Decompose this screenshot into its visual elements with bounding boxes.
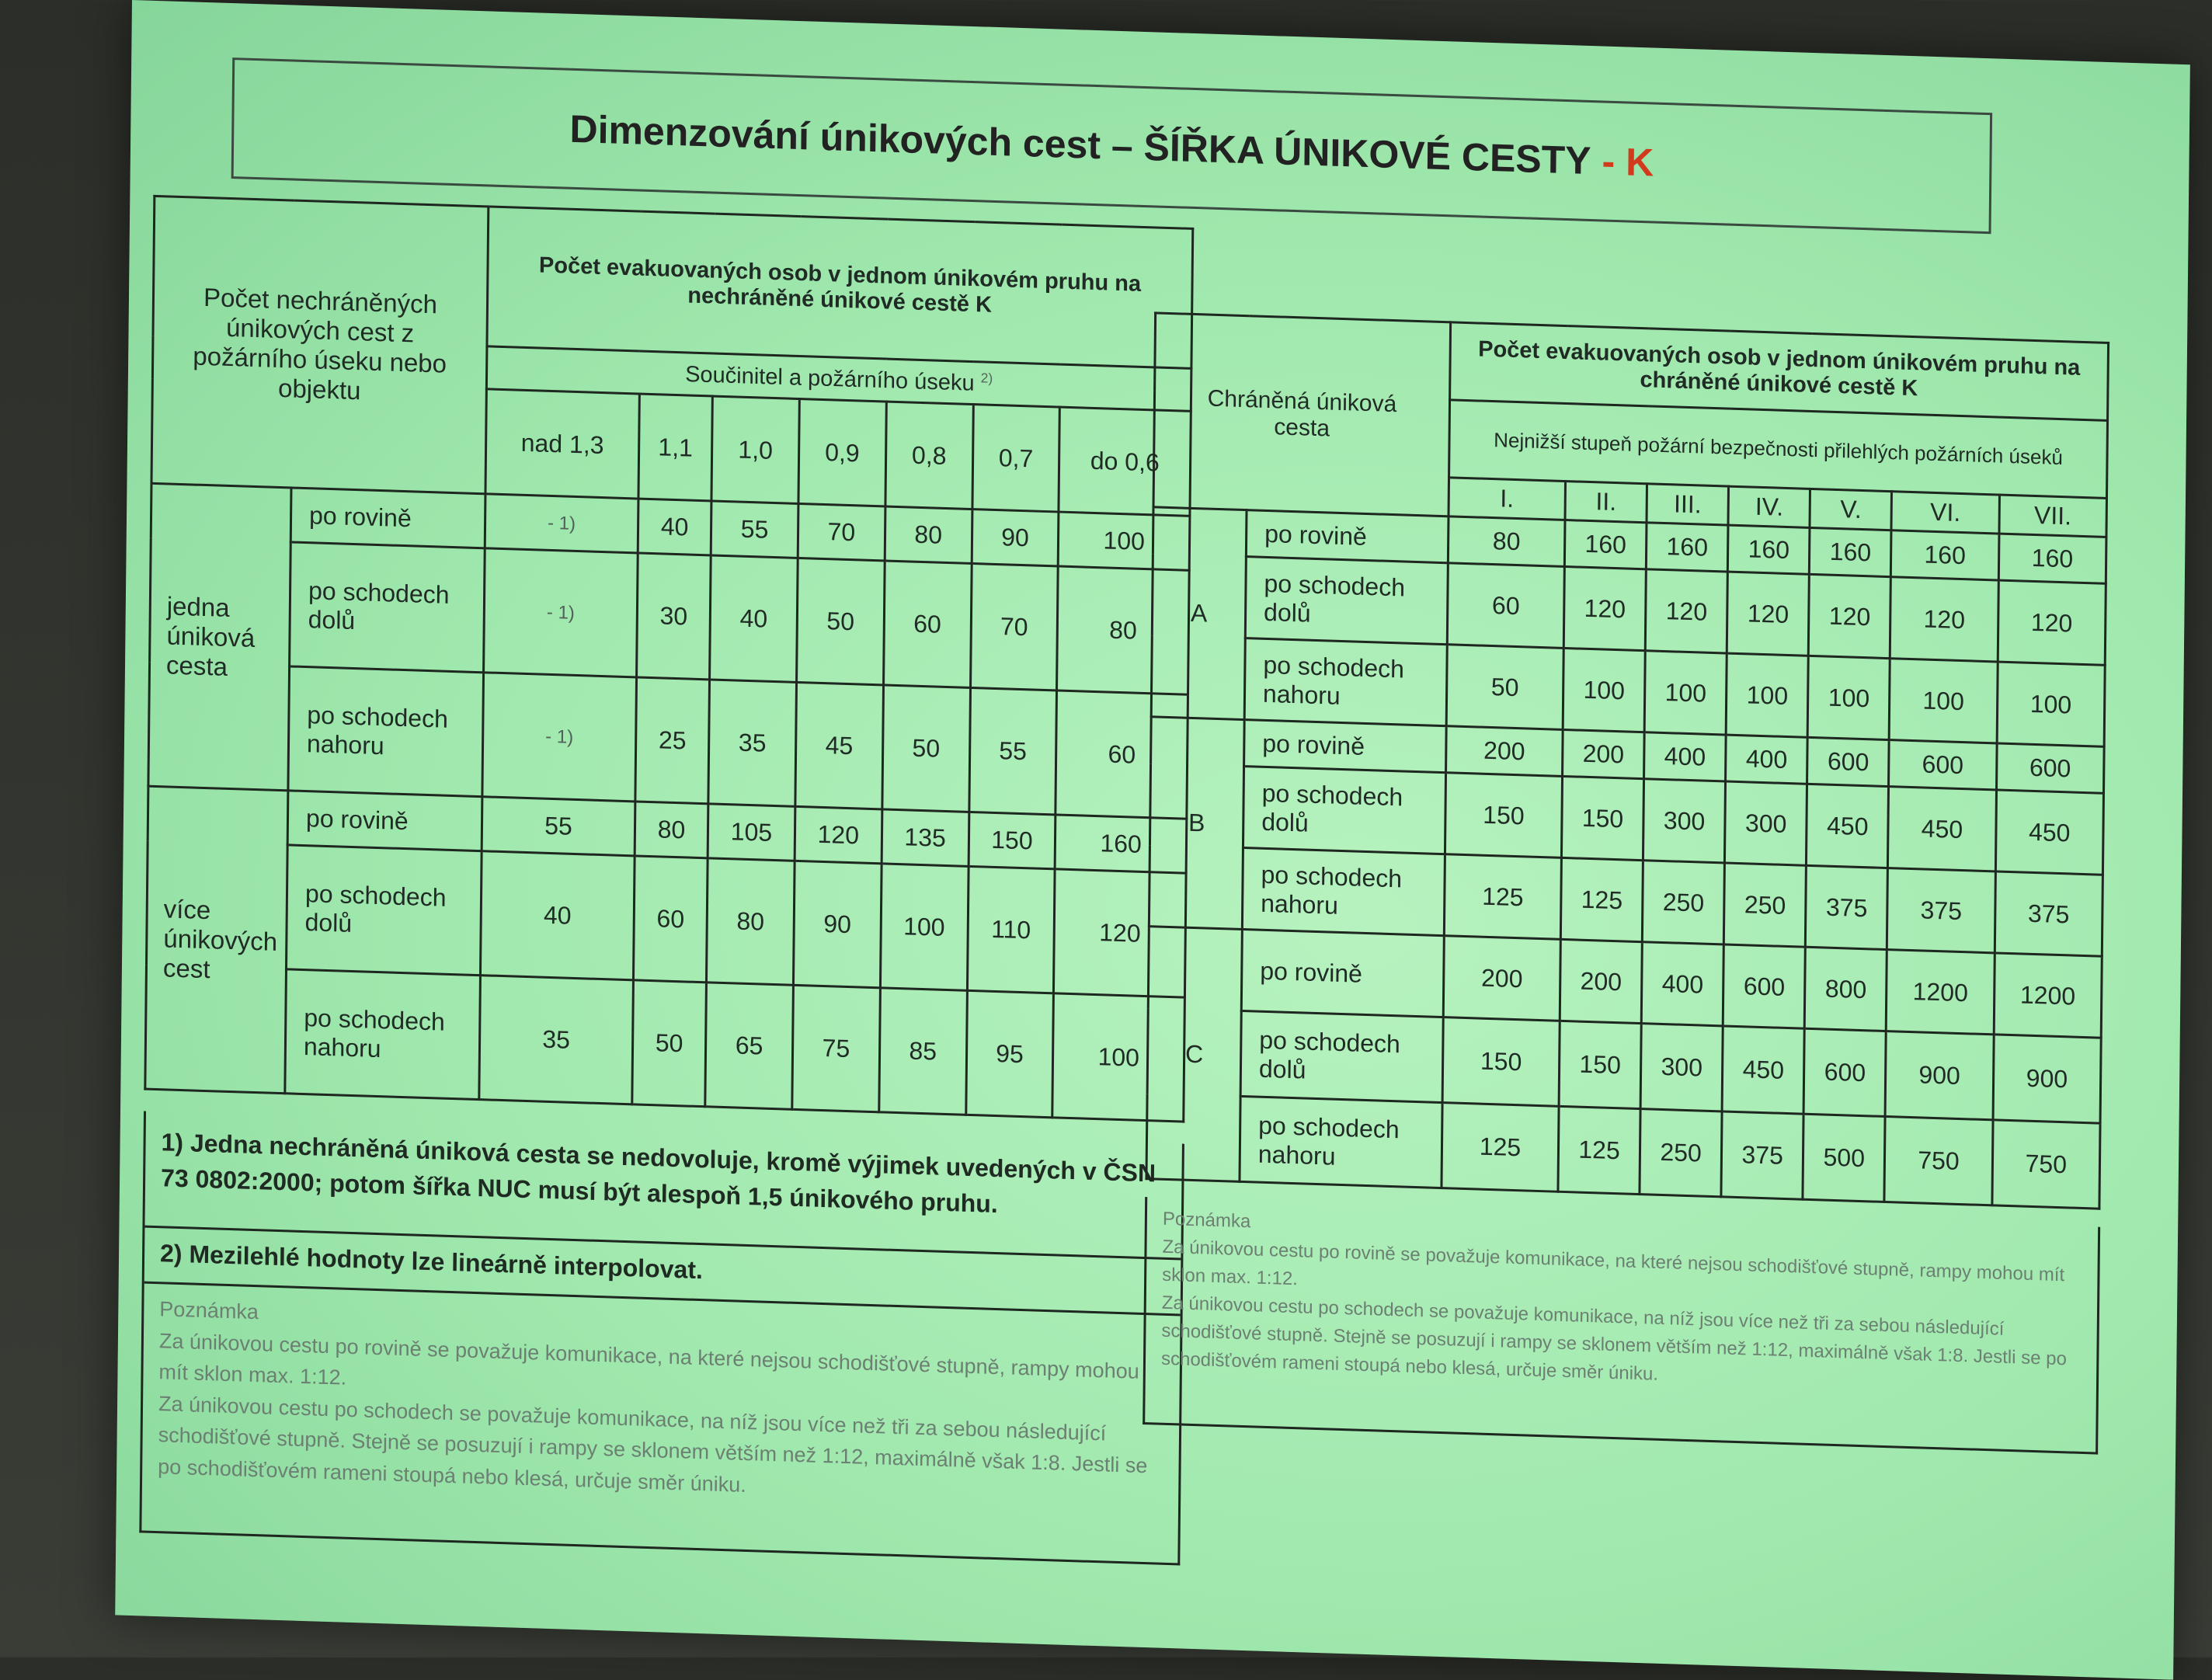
cell: 150 <box>969 812 1056 868</box>
cell: 125 <box>1444 854 1561 940</box>
row-label: po schodech nahoru <box>1240 1096 1442 1188</box>
row-label: po schodech nahoru <box>1244 638 1447 726</box>
cell: 55 <box>711 501 798 558</box>
group-label: C <box>1146 927 1242 1182</box>
spb-col: VI. <box>1891 492 1999 534</box>
row-label: po rovině <box>287 791 482 851</box>
cell: - 1) <box>485 494 638 553</box>
cell: 200 <box>1563 729 1645 778</box>
coef-col: 0,9 <box>798 399 886 506</box>
cell: 160 <box>1728 525 1810 574</box>
coef-col: 1,1 <box>638 394 713 501</box>
cell: 250 <box>1640 1109 1722 1197</box>
cell: 150 <box>1445 773 1562 858</box>
row-label: po rovině <box>1246 510 1449 563</box>
cell: 30 <box>636 553 711 680</box>
cell: 100 <box>1997 662 2105 746</box>
cell: 80 <box>1448 517 1565 567</box>
cell: 300 <box>1725 781 1807 865</box>
cell: 450 <box>1722 1026 1804 1114</box>
cell: - 1) <box>482 673 637 802</box>
cell: 450 <box>1888 787 1996 871</box>
poznamka-text-2: Za únikovou cestu po schodech se považuje komunikace, na níž jsou více než tři za sebou následující schodišťové stupně. Stejně se posuzují i rampy se sklonem větším než 1:12, maximálně však 1:8. Jestli se po schodišťovém rameni stoupá nebo klesá, určuje směr úniku. <box>158 1391 1148 1497</box>
cell: 125 <box>1560 857 1643 941</box>
cell: 120 <box>1890 577 1998 662</box>
row-label: po schodech nahoru <box>1242 848 1445 936</box>
title-main: Dimenzování únikových cest – ŠÍŘKA ÚNIKOVÉ CESTY <box>569 106 1591 183</box>
cell: 160 <box>1891 530 1999 580</box>
cell: 450 <box>1995 790 2103 875</box>
cell: 95 <box>965 990 1053 1117</box>
cell: 125 <box>1558 1106 1640 1194</box>
spb-col: IV. <box>1728 486 1810 527</box>
row-label: po schodech nahoru <box>288 666 484 797</box>
cell: 80 <box>635 802 708 858</box>
row-label: po schodech dolů <box>1243 767 1445 854</box>
cell: 300 <box>1643 779 1726 863</box>
left-poznamka <box>142 1284 1181 1524</box>
row-label: po schodech dolů <box>286 845 482 976</box>
coef-col: 0,7 <box>972 405 1059 512</box>
cell: 100 <box>1807 656 1890 739</box>
cell: 90 <box>972 510 1059 566</box>
coef-col: do 0,6 <box>1059 407 1191 516</box>
cell: 100 <box>1890 659 1998 743</box>
cell: 600 <box>1996 743 2104 793</box>
cell: 90 <box>793 861 881 987</box>
cell: - 1) <box>484 548 638 677</box>
coef-col: 0,8 <box>885 402 973 509</box>
cell: 375 <box>1995 871 2102 956</box>
cell: 55 <box>482 797 635 856</box>
cell: 120 <box>1054 869 1186 997</box>
right-notes <box>1143 1197 2100 1455</box>
cell: 80 <box>1057 566 1189 694</box>
cell: 70 <box>798 503 885 560</box>
row-label: po rovině <box>1241 929 1444 1017</box>
cell: 80 <box>885 506 972 563</box>
right-spb-header: Nejnižší stupeň požární bezpečnosti přilehlých požárních úseků <box>1449 400 2108 499</box>
poznamka-title: Poznámka <box>159 1297 259 1324</box>
row-label: po schodech dolů <box>1240 1010 1443 1102</box>
cell: 200 <box>1446 726 1563 777</box>
cell: 400 <box>1644 732 1727 781</box>
cell: 85 <box>878 988 966 1115</box>
left-row-header: Počet nechráněných únikových cest z požárního úseku nebo objektu <box>151 196 489 493</box>
cell: 60 <box>633 856 708 983</box>
row-label: po rovině <box>290 488 485 548</box>
cell: 70 <box>970 563 1058 690</box>
spb-col: II. <box>1565 482 1647 523</box>
coef-col: 1,0 <box>711 396 799 503</box>
group-label: B <box>1149 717 1244 930</box>
footnote-1: 1) Jedna nechráněná úniková cesta se nedovoluje, kromě výjimek uvedených v ČSN 73 0802:2000; potom šířka NUC musí být alespoň 1,5 únikového pruhu. <box>144 1111 1181 1261</box>
cell: 600 <box>1803 1028 1886 1116</box>
left-col-header: Počet evakuovaných osob v jednom únikovém pruhu na nechráněné únikové cestě K <box>487 207 1193 368</box>
footnote-2: 2) Mezilehlé hodnoty lze lineárně interpolovat. <box>144 1228 1181 1317</box>
cell: 100 <box>880 864 968 990</box>
poznamka-text-1: Za únikovou cestu po rovině se považuje komunikace, na které nejsou schodišťové stupně, rampy mohou mít sklon max. 1:12. <box>1162 1236 2065 1290</box>
group-label: A <box>1151 507 1247 720</box>
row-label: po rovině <box>1244 720 1447 773</box>
group-label: jedna úniková cesta <box>148 483 291 791</box>
left-notes <box>139 1111 1184 1566</box>
right-row-header: Chráněná úniková cesta <box>1153 313 1451 517</box>
cell: 35 <box>708 680 796 806</box>
row-label: po schodech dolů <box>1245 557 1448 645</box>
cell: 40 <box>638 499 711 555</box>
cell: 45 <box>795 682 883 809</box>
cell: 1200 <box>1994 953 2102 1038</box>
right-col-header: Počet evakuovaných osob v jednom únikovém pruhu na chráněné únikové cestě K <box>1450 322 2109 421</box>
cell: 60 <box>883 561 971 687</box>
spb-col: I. <box>1449 478 1566 520</box>
cell: 600 <box>1889 740 1997 790</box>
spb-col: VII. <box>1999 495 2107 537</box>
cell: 110 <box>967 866 1055 993</box>
cell: 25 <box>635 677 710 804</box>
cell: 600 <box>1723 944 1805 1028</box>
cell: 300 <box>1640 1024 1723 1111</box>
cell: 450 <box>1807 784 1889 868</box>
row-label: po schodech dolů <box>290 542 485 673</box>
cell: 160 <box>1998 534 2106 583</box>
cell: 375 <box>1721 1111 1803 1199</box>
cell: 400 <box>1726 735 1808 784</box>
cell: 160 <box>1564 520 1647 569</box>
cell: 250 <box>1724 863 1807 947</box>
cell: 150 <box>1442 1017 1560 1107</box>
cell: 40 <box>480 851 635 980</box>
cell: 150 <box>1559 1021 1641 1108</box>
cell: 120 <box>1645 569 1727 653</box>
poznamka-text-2: Za únikovou cestu po schodech se považuje komunikace, na níž jsou více než tři za sebou následující schodišťové stupně. Stejně se posuzují i rampy se sklonem větším než 1:12, maximálně však 1:8. Jestli se po schodišťovém rameni stoupá nebo klesá, určuje směr úniku. <box>1160 1292 2068 1385</box>
cell: 100 <box>1563 648 1645 732</box>
cell: 40 <box>710 555 798 682</box>
coef-header-text: Součinitel a požárního úseku <box>684 361 975 396</box>
projection-screen <box>115 0 2190 1680</box>
cell: 65 <box>705 983 793 1109</box>
cell: 80 <box>707 858 795 985</box>
cell: 105 <box>708 804 795 861</box>
cell: 800 <box>1805 947 1887 1031</box>
cell: 900 <box>1993 1035 2102 1123</box>
cell: 200 <box>1443 936 1560 1021</box>
cell: 1200 <box>1887 950 1995 1035</box>
spb-col: V. <box>1810 489 1892 530</box>
cell: 750 <box>1884 1117 1992 1205</box>
cell: 200 <box>1560 939 1642 1023</box>
cell: 35 <box>479 976 634 1104</box>
cell: 50 <box>632 980 707 1107</box>
protected-escape-route-table <box>1145 311 2109 1209</box>
cell: 100 <box>1059 512 1190 570</box>
cell: 60 <box>1056 690 1188 819</box>
poznamka-text-1: Za únikovou cestu po rovině se považuje komunikace, na které nejsou schodišťové stupně, rampy mohou mít sklon max. 1:12. <box>158 1328 1139 1390</box>
coef-header-sup: 2) <box>980 370 993 386</box>
cell: 600 <box>1807 737 1890 786</box>
poznamka-title: Poznámka <box>1162 1208 1251 1233</box>
cell: 55 <box>969 687 1056 814</box>
title-suffix: - K <box>1602 139 1654 185</box>
unprotected-escape-route-table <box>144 195 1194 1123</box>
cell: 50 <box>882 685 970 812</box>
row-label: po schodech nahoru <box>285 969 481 1100</box>
cell: 120 <box>795 806 882 863</box>
cell: 750 <box>1992 1120 2101 1209</box>
cell: 120 <box>1727 572 1809 656</box>
cell: 400 <box>1641 942 1723 1026</box>
cell: 160 <box>1810 527 1892 576</box>
cell: 160 <box>1646 523 1728 572</box>
cell: 150 <box>1561 776 1643 860</box>
coef-col: nad 1,3 <box>485 389 639 499</box>
cell: 125 <box>1442 1103 1559 1192</box>
cell: 50 <box>1446 645 1563 730</box>
cell: 135 <box>882 809 969 866</box>
cell: 100 <box>1726 653 1808 737</box>
cell: 120 <box>1998 580 2106 665</box>
cell: 160 <box>1055 815 1186 873</box>
cell: 250 <box>1642 861 1724 944</box>
cell: 100 <box>1644 651 1727 735</box>
cell: 900 <box>1885 1031 1993 1120</box>
cell: 60 <box>1447 563 1564 649</box>
right-poznamka <box>1146 1197 2098 1410</box>
cell: 100 <box>1052 993 1184 1122</box>
cell: 75 <box>792 985 880 1111</box>
spb-col: III. <box>1647 484 1729 525</box>
cell: 375 <box>1887 868 1995 953</box>
cell: 120 <box>1809 574 1891 658</box>
cell: 50 <box>796 558 884 684</box>
group-label: více únikových cest <box>145 786 288 1094</box>
cell: 375 <box>1806 865 1888 949</box>
cell: 120 <box>1563 566 1646 650</box>
cell: 500 <box>1803 1114 1885 1202</box>
